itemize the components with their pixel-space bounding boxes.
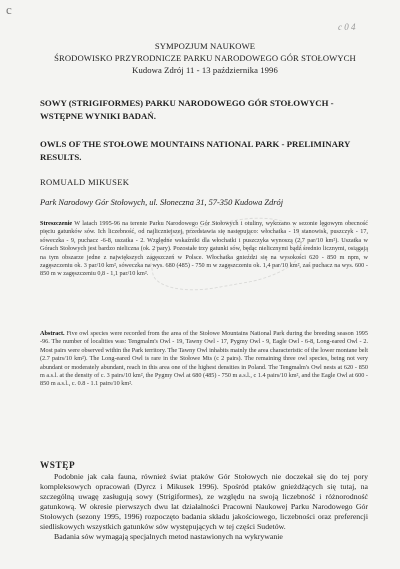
- abstract-polish-text: W latach 1995-96 na terenie Parku Narodowego Gór Stołowych i otuliny, wykrzano w sezonie lęgowym obecność pięciu gatunków sów. Ich liczebność, od najliczniejszej, przedstawia się następująco: włochatka - 19 stanowisk, puszczyk - 17, sóweczka - 9, puchacz -6-8, uszatka - 2. Względne wskaźniki dla włochatki i puszczyka wynoszą (2,7 par/10 km²). Uszatka w Górach Stołowych jest bardzo nieliczna (ok. 2 pary). Pozostałe trzy gatunki sów, będąc nielicznymi bądź średnio licznymi, osiągają na tym obszarze jedne z największych zagęszczeń w Polsce. Włochatka gnieździ się na wysokości 620 - 850 m npm, w zagęszczeniu ok. 3 par/10 km², sóweczka na wys. 680 (485) - 750 m w zagęszczeniu ok. 1,4 par/10 km², zaś puchacz na wys. 600 - 850 m w zagęszczeniu 0,8 - 1,1 par/10 km².: [40, 220, 368, 278]
- abstract-english: [40, 330, 368, 389]
- symposium-date: Kudowa Zdrój 11 - 13 października 1996: [132, 65, 278, 75]
- section-heading-wstep: WSTĘP: [40, 460, 76, 470]
- section-body-wstep: [40, 472, 368, 542]
- handwritten-note: c 0 4: [338, 22, 356, 32]
- wstep-paragraph-1: Podobnie jak cała fauna, również świat ptaków Gór Stołowych nie doczekał się do tej pory kompleksowych opracowań (Dyrcz i Mikusek 1996). Spośród ptaków gnieżdżących się tutaj, na szczególną uwagę zasługują sowy (Strigiformes), ze względu na swoją liczebność i różnorodność gatunkową. W okresie pierwszych dwu lat działalności Pracowni Naukowej Parku Narodowego Gór Stołowych (sezony 1995, 1996) rozpoczęto badania składu jakościowego, liczebności oraz preferencji siedliskowych wszystkich gatunków sów występujących w tej części Sudetów.: [40, 472, 368, 531]
- author-affiliation: Park Narodowy Gór Stołowych, ul. Słoneczna 31, 57-350 Kudowa Zdrój: [40, 198, 284, 207]
- title-polish: SOWY (STRIGIFORMES) PARKU NARODOWEGO GÓR STOŁOWYCH - WSTĘPNE WYNIKI BADAŃ.: [40, 98, 334, 121]
- abstract-english-text: Five owl species were recorded from the area of the Stołowe Mountains National Park during the breeding season 1995 -96. The number of localities was: Tengmalm's Owl - 19, Tawny Owl - 17, Pygmy Owl - 9, Eagle Owl - 6-8, Long-eared Owl - 2. Most pairs were observed within the Park territory. The Tawny Owl inhabits mainly the area characteristic of the lower montane belt (2.7 pairs/10 km²). The Long-eared Owl is rare in the Stołowe Mts (c 2 pairs). The remaining three owl species, being not very abundant or moderately abundant, reach in this area one of the highest densities in Poland. The Tengmalm's Owl nests at 620 - 850 m a.s.l. at the density of c. 3 pairs/10 km², the Pygmy Owl at 680 (485) - 750 m a.s.l., c 1.4 pairs/10 km², and the Eagle Owl at 600 - 850 m a.s.l., c. 0.8 - 1.1 pairs/10 km².: [40, 330, 368, 388]
- symposium-title: SYMPOZJUM NAUKOWE: [154, 41, 256, 51]
- symposium-subtitle: ŚRODOWISKO PRZYRODNICZE PARKU NARODOWEGO GÓR STOŁOWYCH: [54, 53, 356, 63]
- symposium-header: [40, 40, 370, 76]
- corner-mark: c: [6, 2, 12, 17]
- wstep-paragraph-2: Badania sów wymagają specjalnych metod nastawionych na wykrywanie: [54, 532, 283, 541]
- abstract-english-label: Abstract.: [40, 330, 65, 337]
- author-name: ROMUALD MIKUSEK: [40, 177, 130, 187]
- abstract-polish-label: Streszczenie: [40, 220, 73, 227]
- abstract-polish: [40, 220, 368, 279]
- title-english: OWLS OF THE STOŁOWE MOUNTAINS NATIONAL PARK - PRELIMINARY RESULTS.: [40, 139, 351, 162]
